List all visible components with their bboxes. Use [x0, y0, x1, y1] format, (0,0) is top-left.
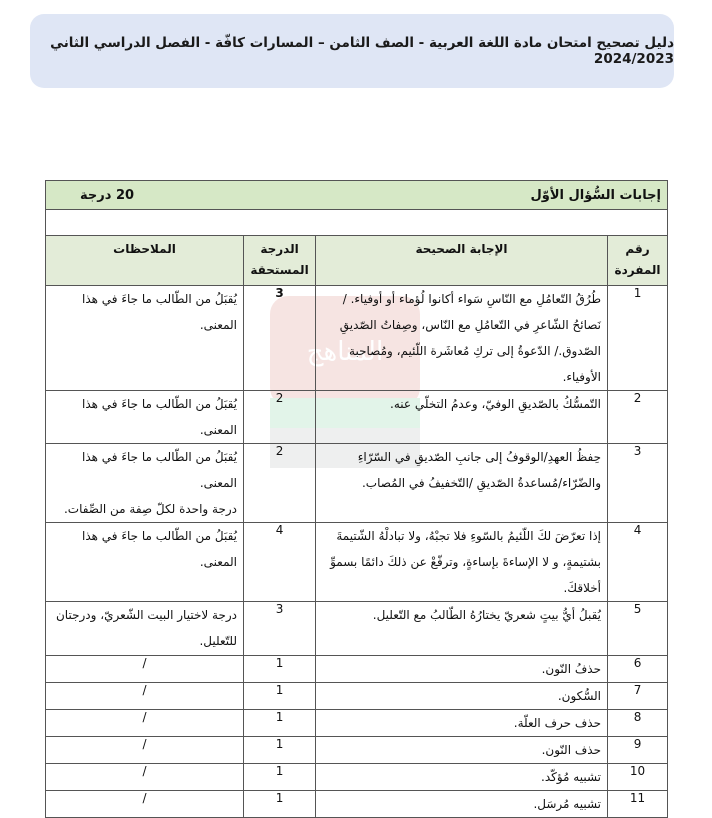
column-header-row [46, 236, 668, 286]
answer-key-table [45, 180, 668, 818]
row-notes-line: يُقبَلُ من الطّالب ما جاءَ في هذا المعنى. [82, 450, 238, 490]
col-header-notes: الملاحظات [46, 236, 244, 286]
col-header-number: رقم المفردة [608, 236, 668, 286]
row-degree: 2 [244, 444, 316, 523]
question-title: إجابات السُّؤال الأوّل [530, 187, 662, 203]
row-notes: / [46, 683, 244, 710]
spacer-row [46, 210, 668, 236]
table-row [46, 391, 668, 444]
row-number: 7 [608, 683, 668, 710]
row-answer: التّمسُّكُ بالصّديقِ الوفيّ، وعدمُ التخلّي عنه. [316, 391, 608, 444]
row-degree: 4 [244, 523, 316, 602]
row-notes: / [46, 656, 244, 683]
row-degree: 2 [244, 391, 316, 444]
row-notes: / [46, 710, 244, 737]
row-degree: 1 [244, 737, 316, 764]
col-header-degree: الدرجة المستحقة [244, 236, 316, 286]
table-row [46, 656, 668, 683]
row-notes: / [46, 791, 244, 818]
col-header-answer: الإجابة الصحيحة [316, 236, 608, 286]
row-degree: 1 [244, 710, 316, 737]
row-answer: حِفظُ العهدِ/الوقوفُ إلى جانبِ الصّديقِ في السّرّاءِ والضّرّاء/مُساعدةُ الصّديقِ /التّخفيفُ في المُصاب. [316, 444, 608, 523]
table-row [46, 602, 668, 656]
row-degree: 3 [244, 286, 316, 391]
row-number: 11 [608, 791, 668, 818]
row-answer: حذف النّون. [316, 737, 608, 764]
row-degree: 1 [244, 656, 316, 683]
row-number: 9 [608, 737, 668, 764]
row-answer: إذا تعرّضَ لكَ اللّئيمُ بالسّوءِ فلا تجبْهُ، ولا تبادلْهُ الشّتيمةَ بشتيمةٍ، و لا الإساءةَ بإساءةٍ، وترفّعْ عن ذلكَ دائمًا بسموِّ أخلاقكَ. [316, 523, 608, 602]
watermark-text: المناهج [306, 337, 384, 367]
row-number: 10 [608, 764, 668, 791]
question-grade: 20 درجة [80, 187, 135, 203]
row-notes-line: درجة واحدة لكلّ صِفة من الصِّفات. [63, 502, 238, 516]
row-degree: 3 [244, 602, 316, 656]
row-answer: يُقبلُ أيُّ بيتٍ شعريّ يختارُهُ الطّالبُ مع التّعليل. [316, 602, 608, 656]
row-number: 4 [608, 523, 668, 602]
row-number: 5 [608, 602, 668, 656]
row-notes: / [46, 737, 244, 764]
table-row [46, 764, 668, 791]
row-answer: السُّكون. [316, 683, 608, 710]
document-title: دليل تصحيح امتحان مادة اللغة العربية - الصف الثامن – المسارات كافّة - الفصل الدراسي الثاني 2024/2023 [50, 35, 674, 67]
row-degree: 1 [244, 764, 316, 791]
table-row [46, 791, 668, 818]
row-answer: حذف حرف العلّة. [316, 710, 608, 737]
row-answer: تشبيه مُؤكّد. [316, 764, 608, 791]
document-header [30, 14, 674, 88]
row-degree: 1 [244, 791, 316, 818]
table-row [46, 286, 668, 391]
row-answer: تشبيه مُرسَل. [316, 791, 608, 818]
row-answer: طُرُقُ التّعامُلِ مع النّاسِ سَواء أكانوا لُؤماء أو أوفياء. /نَصائحُ الشّاعرِ في التّعامُلِ مع النّاس، وصِفاتُ الصّديقِ الصّدوق./ الدّعوةُ إلى تركِ مُعاشَرة اللّئيم، ومُصاحبة الأوفياء. [316, 286, 608, 391]
row-notes: درجة لاختيار البيت الشّعريّ، ودرجتان للتّعليل. [46, 602, 244, 656]
row-number: 3 [608, 444, 668, 523]
table-row [46, 737, 668, 764]
row-notes: يُقبَلُ من الطّالب ما جاءَ في هذا المعنى. [46, 391, 244, 444]
row-answer: حذفُ النّون. [316, 656, 608, 683]
question-header-row [46, 181, 668, 210]
row-number: 2 [608, 391, 668, 444]
row-notes: يُقبَلُ من الطّالب ما جاءَ في هذا المعنى. [46, 286, 244, 391]
row-notes [46, 444, 244, 523]
table-row [46, 683, 668, 710]
row-number: 6 [608, 656, 668, 683]
row-number: 1 [608, 286, 668, 391]
table-row [46, 444, 668, 523]
table-row [46, 710, 668, 737]
row-notes: / [46, 764, 244, 791]
row-number: 8 [608, 710, 668, 737]
row-degree: 1 [244, 683, 316, 710]
row-notes: يُقبَلُ من الطّالب ما جاءَ في هذا المعنى. [46, 523, 244, 602]
table-row [46, 523, 668, 602]
